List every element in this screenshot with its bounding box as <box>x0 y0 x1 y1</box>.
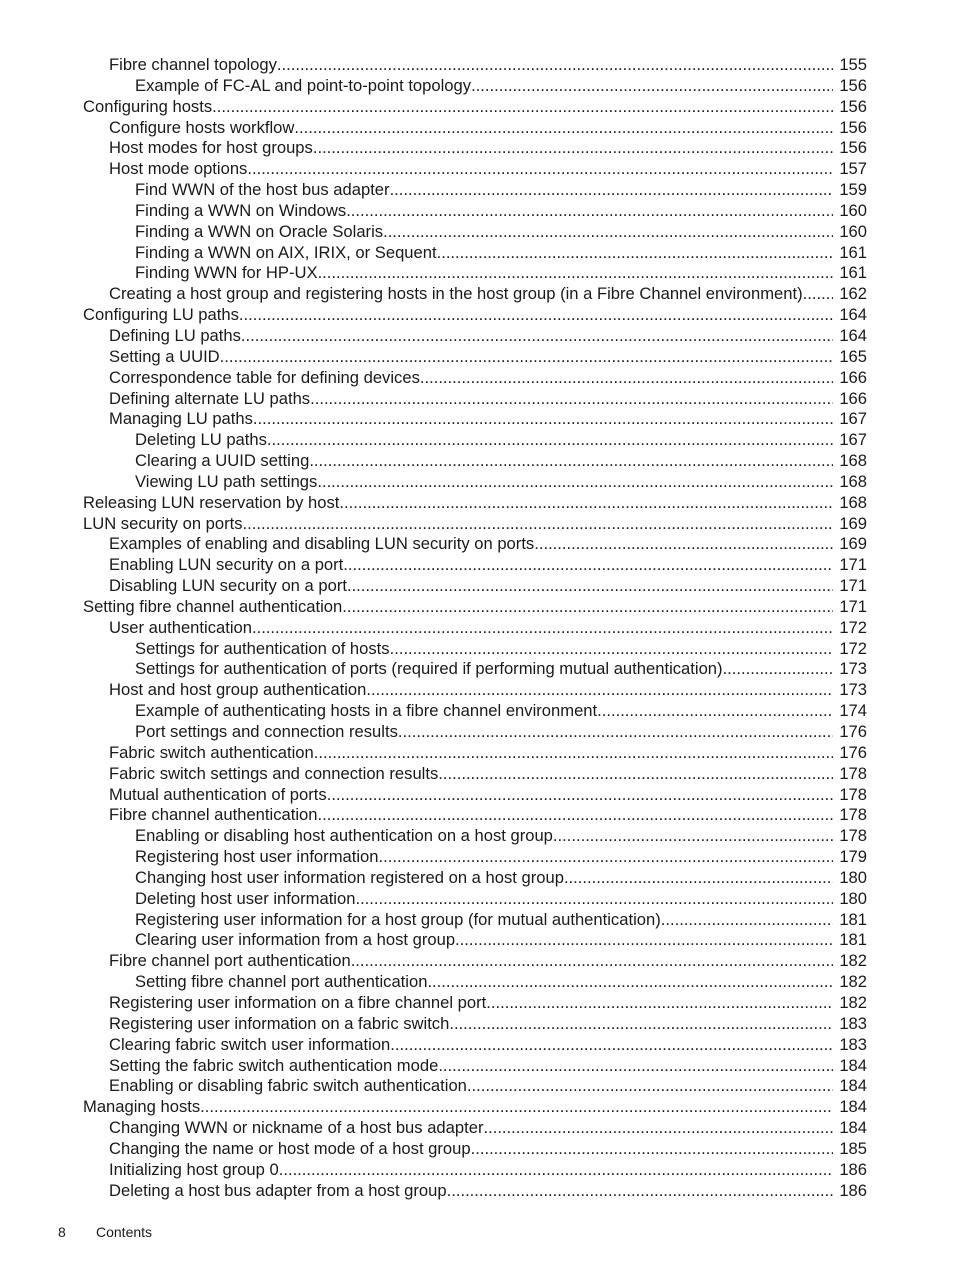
toc-entry[interactable] <box>0 910 954 931</box>
dot-leader <box>243 514 833 535</box>
dot-leader <box>239 305 833 326</box>
dot-leader <box>343 555 833 576</box>
page-footer <box>58 1222 152 1242</box>
dot-leader <box>346 201 833 222</box>
dot-leader <box>427 972 833 993</box>
toc-entry-title[interactable]: Defining alternate LU paths <box>109 388 311 408</box>
toc-entry-page-number[interactable]: 162 <box>839 284 867 304</box>
toc-entry-page-number[interactable]: 171 <box>839 576 867 596</box>
dot-leader <box>553 826 833 847</box>
toc-entry-title[interactable]: Fibre channel topology <box>109 55 277 74</box>
toc-entry[interactable] <box>0 451 954 472</box>
toc-entry[interactable] <box>0 159 954 180</box>
dot-leader <box>253 409 833 430</box>
toc-entry[interactable] <box>0 409 954 430</box>
toc-entry-page-number[interactable]: 168 <box>839 451 867 471</box>
toc-entry-page-number[interactable]: 171 <box>839 555 867 575</box>
toc-entry-title[interactable]: Releasing LUN reservation by host <box>83 492 340 512</box>
toc-entry-page-number[interactable]: 160 <box>839 221 867 241</box>
toc-entry-page-number[interactable]: 178 <box>839 763 867 783</box>
toc-entry-page-number[interactable]: 174 <box>839 701 867 721</box>
toc-entry[interactable] <box>0 55 954 76</box>
toc-entry-page-number[interactable]: 167 <box>839 409 867 429</box>
toc-entry-page-number[interactable]: 180 <box>839 888 867 908</box>
toc-entry[interactable] <box>0 930 954 951</box>
dot-leader <box>294 118 833 139</box>
toc-entry[interactable] <box>0 1097 954 1118</box>
toc-entry-title[interactable]: Deleting a host bus adapter from a host group <box>109 1180 447 1200</box>
dot-leader <box>317 805 833 826</box>
toc-entry[interactable] <box>0 180 954 201</box>
toc-entry-page-number[interactable]: 186 <box>839 1180 867 1200</box>
toc-entry-page-number[interactable]: 169 <box>839 534 867 554</box>
dot-leader <box>220 347 833 368</box>
toc-entry-page-number[interactable]: 168 <box>839 471 867 491</box>
dot-leader <box>200 1097 833 1118</box>
dot-leader <box>318 263 833 284</box>
toc-entry-page-number[interactable]: 164 <box>839 325 867 345</box>
toc-entry[interactable] <box>0 1118 954 1139</box>
dot-leader <box>483 1118 833 1139</box>
toc-entry[interactable] <box>0 284 954 305</box>
toc-entry-title[interactable]: Fibre channel port authentication <box>109 951 351 971</box>
toc-entry-title[interactable]: Mutual authentication of ports <box>109 784 327 804</box>
dot-leader <box>212 97 833 118</box>
toc-entry-page-number[interactable]: 178 <box>839 826 867 846</box>
toc-entry-page-number[interactable]: 181 <box>839 909 867 929</box>
toc-entry-title[interactable]: Configuring hosts <box>83 96 213 116</box>
toc-entry-page-number[interactable]: 156 <box>839 75 867 95</box>
dot-leader <box>420 368 833 389</box>
dot-leader <box>486 993 833 1014</box>
toc-entry[interactable] <box>0 951 954 972</box>
toc-entry-title[interactable]: Finding a WWN on AIX, IRIX, or Sequent <box>135 242 437 262</box>
footer-section-label: Contents <box>96 1224 153 1240</box>
toc-entry-page-number[interactable]: 179 <box>839 847 867 867</box>
toc-entry-page-number[interactable]: 182 <box>839 992 867 1012</box>
toc-entry-title[interactable]: Finding a WWN on Oracle Solaris <box>135 221 384 241</box>
toc-entry[interactable] <box>0 743 954 764</box>
toc-entry-page-number[interactable]: 165 <box>839 346 867 366</box>
toc-entry[interactable] <box>0 201 954 222</box>
toc-entry-title[interactable]: Configuring LU paths <box>83 305 239 325</box>
table-of-contents <box>0 55 954 1201</box>
dot-leader <box>471 1139 833 1160</box>
toc-entry-title[interactable]: Settings for authentication of hosts <box>135 638 390 658</box>
toc-entry-title[interactable]: Example of FC-AL and point-to-point topology <box>135 75 472 95</box>
toc-entry-page-number[interactable]: 183 <box>839 1013 867 1033</box>
toc-entry-page-number[interactable]: 180 <box>839 867 867 887</box>
toc-entry-title[interactable]: Registering user information on a fibre channel port <box>109 992 487 1012</box>
toc-entry[interactable] <box>0 222 954 243</box>
toc-entry-title[interactable]: Setting a UUID <box>109 346 220 366</box>
toc-entry-title[interactable]: Example of authenticating hosts in a fibre channel environment <box>135 701 598 721</box>
dot-leader <box>310 389 833 410</box>
toc-entry[interactable] <box>0 680 954 701</box>
dot-leader <box>534 534 833 555</box>
toc-entry-title[interactable]: Managing hosts <box>83 1097 201 1117</box>
toc-entry-page-number[interactable]: 172 <box>839 617 867 637</box>
dot-leader <box>366 680 833 701</box>
dot-leader <box>438 1056 833 1077</box>
toc-entry[interactable] <box>0 1014 954 1035</box>
dot-leader <box>447 1181 833 1202</box>
toc-entry-title[interactable]: Enabling or disabling host authentication on a host group <box>135 826 553 846</box>
toc-entry-title[interactable]: Defining LU paths <box>109 325 241 345</box>
dot-leader <box>313 138 833 159</box>
toc-entry-title[interactable]: Setting the fabric switch authentication mode <box>109 1055 439 1075</box>
toc-entry-title[interactable]: Host mode options <box>109 159 248 179</box>
toc-entry[interactable] <box>0 263 954 284</box>
toc-entry-title[interactable]: LUN security on ports <box>83 513 243 533</box>
toc-entry[interactable] <box>0 764 954 785</box>
toc-entry[interactable] <box>0 534 954 555</box>
toc-entry-title[interactable]: Fabric switch settings and connection results <box>109 763 439 783</box>
toc-entry-page-number[interactable]: 160 <box>839 200 867 220</box>
toc-entry[interactable] <box>0 659 954 680</box>
toc-entry[interactable] <box>0 826 954 847</box>
toc-entry-title[interactable]: Initializing host group 0 <box>109 1159 279 1179</box>
toc-entry[interactable] <box>0 805 954 826</box>
toc-entry-title[interactable]: Changing WWN or nickname of a host bus adapter <box>109 1118 484 1138</box>
dot-leader <box>803 284 833 305</box>
toc-entry[interactable] <box>0 97 954 118</box>
toc-entry[interactable] <box>0 576 954 597</box>
toc-entry-page-number[interactable]: 182 <box>839 951 867 971</box>
toc-entry-title[interactable]: Creating a host group and registering hosts in the host group (in a Fibre Channel environment) <box>109 284 803 304</box>
toc-entry-page-number[interactable]: 184 <box>839 1055 867 1075</box>
toc-entry-title[interactable]: Fibre channel authentication <box>109 805 318 825</box>
toc-entry-page-number[interactable]: 172 <box>839 638 867 658</box>
dot-leader <box>390 1035 833 1056</box>
toc-entry[interactable] <box>0 555 954 576</box>
toc-entry-title[interactable]: Host modes for host groups <box>109 138 313 158</box>
toc-entry-page-number[interactable]: 178 <box>839 805 867 825</box>
toc-entry[interactable] <box>0 76 954 97</box>
toc-entry-title[interactable]: Settings for authentication of ports (required if performing mutual authentication) <box>135 659 723 679</box>
toc-entry[interactable] <box>0 639 954 660</box>
toc-entry-title[interactable]: Finding WWN for HP-UX <box>135 263 318 283</box>
toc-entry-page-number[interactable]: 166 <box>839 388 867 408</box>
dot-leader <box>437 243 833 264</box>
toc-entry[interactable] <box>0 1160 954 1181</box>
toc-entry-title[interactable]: Finding a WWN on Windows <box>135 200 347 220</box>
toc-entry-title[interactable]: Disabling LUN security on a port <box>109 576 347 596</box>
dot-leader <box>252 618 833 639</box>
toc-entry[interactable] <box>0 993 954 1014</box>
toc-entry[interactable] <box>0 514 954 535</box>
toc-entry-title[interactable]: Deleting LU paths <box>135 430 267 450</box>
toc-entry-title[interactable]: Enabling LUN security on a port <box>109 555 344 575</box>
toc-entry-page-number[interactable]: 161 <box>839 263 867 283</box>
dot-leader <box>564 868 833 889</box>
dot-leader <box>467 1076 833 1097</box>
toc-entry-page-number[interactable]: 183 <box>839 1034 867 1054</box>
dot-leader <box>379 847 834 868</box>
toc-entry-page-number[interactable]: 186 <box>839 1159 867 1179</box>
toc-entry[interactable] <box>0 701 954 722</box>
dot-leader <box>597 701 833 722</box>
toc-entry-page-number[interactable]: 185 <box>839 1138 867 1158</box>
toc-entry[interactable] <box>0 1076 954 1097</box>
toc-entry-page-number[interactable]: 156 <box>839 117 867 137</box>
toc-entry[interactable] <box>0 618 954 639</box>
toc-entry-page-number[interactable]: 184 <box>839 1118 867 1138</box>
toc-entry-title[interactable]: Examples of enabling and disabling LUN security on ports <box>109 534 535 554</box>
toc-entry-title[interactable]: Fabric switch authentication <box>109 742 314 762</box>
toc-entry-page-number[interactable]: 173 <box>839 659 867 679</box>
toc-entry-page-number[interactable]: 156 <box>839 96 867 116</box>
toc-entry-title[interactable]: Deleting host user information <box>135 888 356 908</box>
page-number: 8 <box>58 1224 66 1240</box>
toc-entry-page-number[interactable]: 157 <box>839 159 867 179</box>
toc-entry-title[interactable]: Registering user information on a fabric switch <box>109 1013 450 1033</box>
toc-entry[interactable] <box>0 493 954 514</box>
toc-entry[interactable] <box>0 305 954 326</box>
toc-entry[interactable] <box>0 118 954 139</box>
toc-entry[interactable] <box>0 243 954 264</box>
toc-entry[interactable] <box>0 889 954 910</box>
toc-entry[interactable] <box>0 1139 954 1160</box>
dot-leader <box>438 764 833 785</box>
toc-entry[interactable] <box>0 1035 954 1056</box>
toc-entry[interactable] <box>0 722 954 743</box>
toc-entry[interactable] <box>0 138 954 159</box>
toc-entry[interactable] <box>0 1056 954 1077</box>
toc-entry-title[interactable]: User authentication <box>109 617 252 637</box>
toc-entry[interactable] <box>0 347 954 368</box>
toc-entry-title[interactable]: Managing LU paths <box>109 409 253 429</box>
toc-entry-page-number[interactable]: 171 <box>839 596 867 616</box>
toc-entry[interactable] <box>0 868 954 889</box>
toc-entry-title[interactable]: Setting fibre channel port authentication <box>135 972 428 992</box>
toc-entry-page-number[interactable]: 176 <box>839 722 867 741</box>
dot-leader <box>317 472 833 493</box>
toc-entry-page-number[interactable]: 168 <box>839 492 867 512</box>
dot-leader <box>277 55 833 76</box>
toc-entry-page-number[interactable]: 166 <box>839 367 867 387</box>
toc-entry-title[interactable]: Clearing a UUID setting <box>135 451 310 471</box>
toc-entry-page-number[interactable]: 159 <box>839 180 867 200</box>
dot-leader <box>327 785 833 806</box>
toc-entry-page-number[interactable]: 182 <box>839 972 867 992</box>
toc-entry[interactable] <box>0 389 954 410</box>
toc-entry-title[interactable]: Host and host group authentication <box>109 680 367 700</box>
toc-entry-title[interactable]: Enabling or disabling fabric switch authentication <box>109 1076 467 1096</box>
toc-entry-title[interactable]: Clearing user information from a host group <box>135 930 456 950</box>
toc-entry[interactable] <box>0 597 954 618</box>
toc-entry-page-number[interactable]: 176 <box>839 742 867 762</box>
toc-entry-page-number[interactable]: 184 <box>839 1097 867 1117</box>
dot-leader <box>309 451 833 472</box>
dot-leader <box>383 222 833 243</box>
dot-leader <box>661 910 833 931</box>
toc-entry[interactable] <box>0 430 954 451</box>
toc-entry-page-number[interactable]: 181 <box>839 930 867 950</box>
toc-entry-title[interactable]: Changing the name or host mode of a host group <box>109 1138 471 1158</box>
dot-leader <box>355 889 833 910</box>
dot-leader <box>279 1160 833 1181</box>
toc-entry[interactable] <box>0 847 954 868</box>
dot-leader <box>241 326 833 347</box>
dot-leader <box>351 951 833 972</box>
toc-entry-page-number[interactable]: 155 <box>839 55 867 74</box>
toc-entry-title[interactable]: Correspondence table for defining devices <box>109 367 420 387</box>
toc-entry[interactable] <box>0 326 954 347</box>
toc-entry[interactable] <box>0 972 954 993</box>
toc-entry[interactable] <box>0 1181 954 1202</box>
toc-entry-page-number[interactable]: 164 <box>839 305 867 325</box>
dot-leader <box>723 659 833 680</box>
dot-leader <box>390 639 833 660</box>
toc-entry-page-number[interactable]: 173 <box>839 680 867 700</box>
toc-entry-page-number[interactable]: 178 <box>839 784 867 804</box>
toc-entry[interactable] <box>0 785 954 806</box>
dot-leader <box>449 1014 833 1035</box>
toc-entry-title[interactable]: Configure hosts workflow <box>109 117 295 137</box>
toc-entry-page-number[interactable]: 167 <box>839 430 867 450</box>
toc-entry[interactable] <box>0 368 954 389</box>
toc-entry-title[interactable]: Viewing LU path settings <box>135 471 318 491</box>
dot-leader <box>339 493 833 514</box>
toc-entry-page-number[interactable]: 184 <box>839 1076 867 1096</box>
dot-leader <box>471 76 833 97</box>
dot-leader <box>267 430 833 451</box>
toc-entry[interactable] <box>0 472 954 493</box>
toc-entry-title[interactable]: Registering user information for a host group (for mutual authentication) <box>135 909 661 929</box>
dot-leader <box>398 722 833 743</box>
dot-leader <box>342 597 833 618</box>
dot-leader <box>347 576 833 597</box>
toc-entry-title[interactable]: Clearing fabric switch user information <box>109 1034 391 1054</box>
toc-entry-page-number[interactable]: 169 <box>839 513 867 533</box>
toc-entry-page-number[interactable]: 156 <box>839 138 867 158</box>
toc-entry-page-number[interactable]: 161 <box>839 242 867 262</box>
dot-leader <box>455 930 833 951</box>
toc-entry-title[interactable]: Changing host user information registered on a host group <box>135 867 564 887</box>
dot-leader <box>390 180 833 201</box>
dot-leader <box>314 743 833 764</box>
toc-entry-title[interactable]: Registering host user information <box>135 847 379 867</box>
toc-entry-title[interactable]: Setting fibre channel authentication <box>83 596 343 616</box>
toc-entry-title[interactable]: Find WWN of the host bus adapter <box>135 180 390 200</box>
toc-entry-title[interactable]: Port settings and connection results <box>135 722 398 741</box>
dot-leader <box>247 159 833 180</box>
